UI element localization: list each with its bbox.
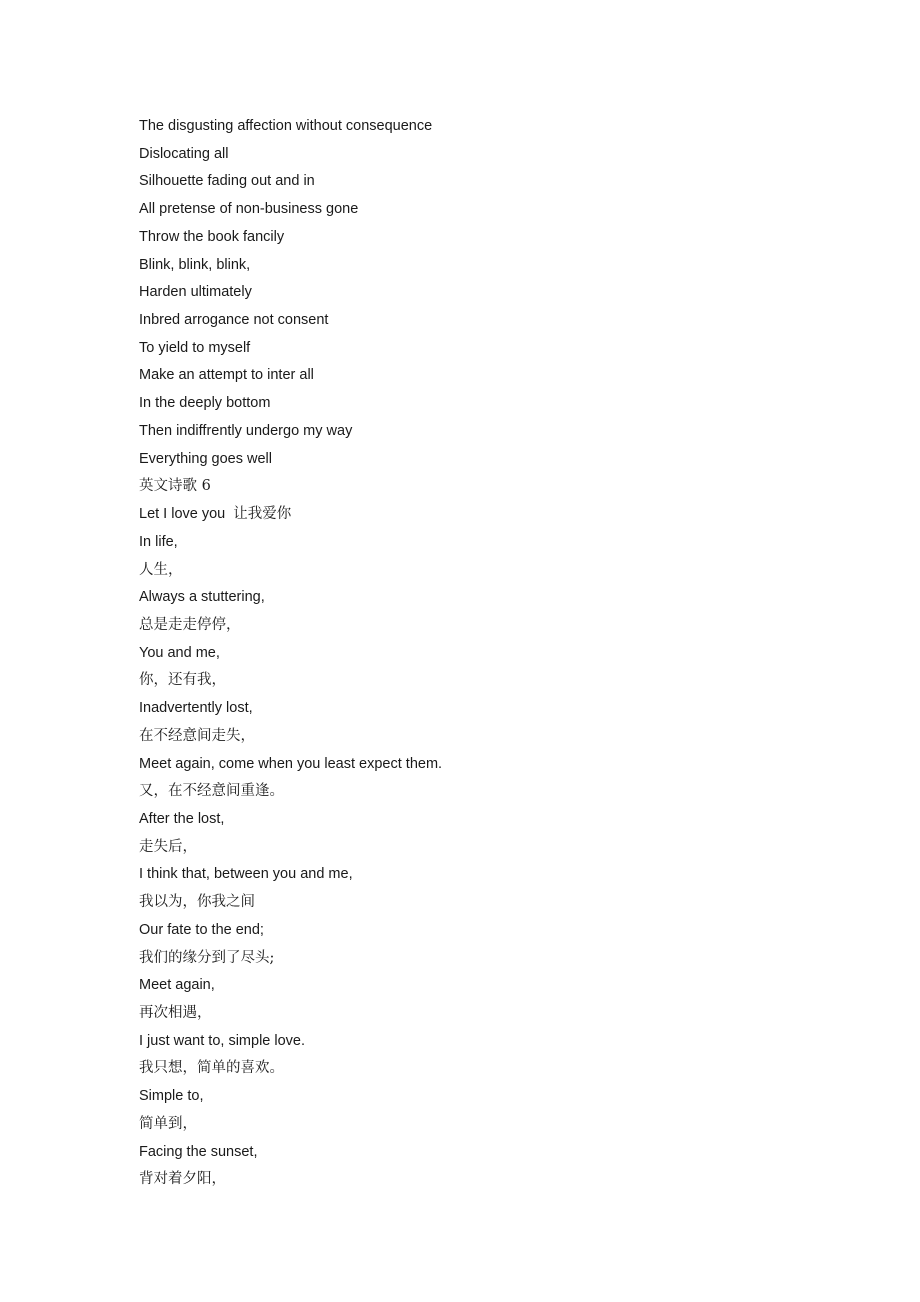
- text-line: You and me,: [139, 644, 220, 661]
- text-line: In the deeply bottom: [139, 395, 271, 412]
- text-line: Harden ultimately: [139, 284, 252, 301]
- section-heading: 英文诗歌 6: [139, 478, 211, 495]
- text-line: Meet again,: [139, 977, 215, 994]
- text-line: Dislocating all: [139, 145, 229, 162]
- text-line: 我以为，你我之间: [139, 894, 255, 911]
- poem-text-block: [139, 114, 839, 1195]
- text-line: To yield to myself: [139, 339, 251, 356]
- text-line: Blink, blink, blink,: [139, 256, 251, 273]
- text-line: I think that, between you and me,: [139, 866, 353, 883]
- text-line: All pretense of non-business gone: [139, 201, 359, 218]
- text-line: Then indiffrently undergo my way: [139, 422, 353, 439]
- text-line: Facing the sunset,: [139, 1143, 258, 1160]
- text-line: Inbred arrogance not consent: [139, 312, 329, 329]
- text-line: I just want to, simple love.: [139, 1032, 306, 1049]
- text-line: 你，还有我，: [139, 672, 226, 689]
- text-line: Our fate to the end;: [139, 921, 264, 938]
- text-line: 背对着夕阳，: [139, 1171, 226, 1188]
- text-line: 我只想，简单的喜欢。: [139, 1060, 284, 1077]
- text-line: 走失后，: [139, 838, 197, 855]
- text-line: In life,: [139, 533, 178, 550]
- text-line: Throw the book fancily: [139, 228, 285, 245]
- text-line: Always a stuttering,: [139, 589, 265, 606]
- text-line: 总是走走停停，: [139, 616, 241, 633]
- text-line: 又，在不经意间重逢。: [139, 783, 284, 800]
- text-line: Make an attempt to inter all: [139, 367, 314, 384]
- text-line: Silhouette fading out and in: [139, 173, 315, 190]
- text-line: 简单到，: [139, 1115, 197, 1132]
- text-line: 人生，: [139, 561, 183, 578]
- text-line: Meet again, come when you least expect them.: [139, 755, 443, 772]
- text-line: Everything goes well: [139, 450, 272, 467]
- text-line: 再次相遇，: [139, 1005, 212, 1021]
- text-line: The disgusting affection without consequence: [139, 118, 433, 134]
- text-line: Simple to,: [139, 1088, 204, 1105]
- text-line: Inadvertently lost,: [139, 700, 253, 717]
- text-line: After the lost,: [139, 810, 225, 827]
- poem-title: Let I love you 让我爱你: [139, 506, 292, 523]
- text-line: 在不经意间走失，: [139, 727, 255, 744]
- text-line: 我们的缘分到了尽头;: [139, 949, 275, 966]
